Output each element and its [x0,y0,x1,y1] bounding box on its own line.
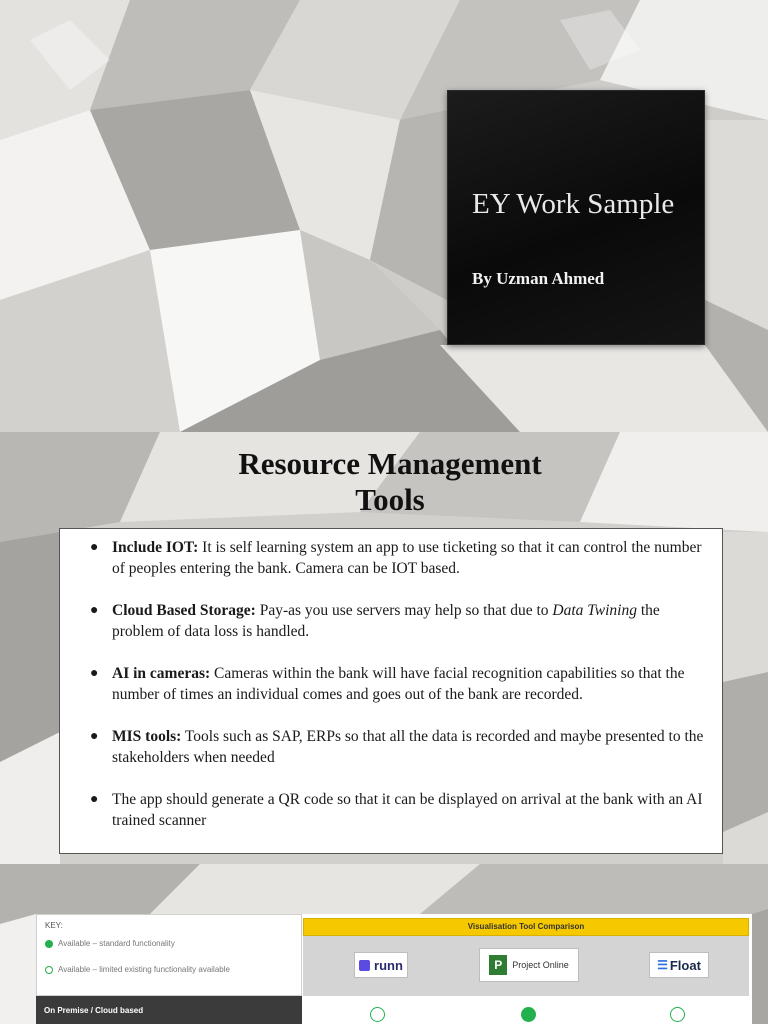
list-item-cloud-storage [90,600,706,642]
runn-availability-hollow-circle-icon [370,1007,385,1022]
key-limited [45,965,230,974]
runn-logo [354,952,408,978]
item-text: Tools such as SAP, ERPs so that all the data is recorded and maybe presented to the stakeholders when needed [112,728,704,766]
slide-title-line-2: Tools [355,482,425,517]
project-online-availability-filled-circle-icon [521,1007,536,1022]
presentation-title: EY Work Sample [472,188,675,220]
bullet-icon: ● [90,603,99,618]
project-online-label: Project Online [512,960,569,970]
comparison-header: Visualisation Tool Comparison [303,918,749,936]
title-slide [0,0,768,432]
tool-logos-row [303,936,749,996]
filled-circle-icon [45,940,53,948]
key-standard-label: Available – standard functionality [58,939,175,948]
key-limited-label: Available – limited existing functionality available [58,965,230,974]
key-standard [45,939,175,948]
bullet-icon: ● [90,792,99,807]
float-label: Float [669,957,701,973]
item-label: Include IOT: [112,539,199,556]
list-item-mis-tools [90,726,706,768]
list-item-iot [90,537,706,579]
float-mark-icon: ☰ [657,958,668,972]
list-item-qr-code [90,789,706,831]
project-online-mark-icon: P [489,955,507,975]
item-text: Cameras within the bank will have facial recognition capabilities so that the number of times an individual comes and goes out of the bank are recorded. [112,665,685,703]
item-emphasis: Data Twining [552,602,637,619]
bullet-icon: ● [90,729,99,744]
project-online-logo [479,948,579,982]
slide-title-line-1: Resource Management [238,446,542,481]
float-availability-hollow-circle-icon [670,1007,685,1022]
bullet-icon: ● [90,540,99,555]
tool-list [90,537,706,831]
bullet-icon: ● [90,666,99,681]
item-text: It is self learning system an app to use ticketing so that it can control the number of peoples entering the bank. Camera can be IOT based. [112,539,702,577]
hollow-circle-icon [45,966,53,974]
content-box [59,528,723,854]
row-label-on-premise-cloud: On Premise / Cloud based [36,996,302,1024]
item-label: Cloud Based Storage: [112,602,256,619]
item-label: AI in cameras: [112,665,211,682]
presentation-author: By Uzman Ahmed [472,269,605,288]
item-text-after: the problem of data loss is handled. [112,602,660,640]
comparison-panel [36,914,752,1024]
float-logo [649,952,709,978]
runn-mark-icon [359,960,370,971]
key-title: KEY: [45,921,63,930]
key-legend [36,914,302,996]
runn-label: runn [374,957,403,973]
title-card [447,90,705,345]
item-text: The app should generate a QR code so that it can be displayed on arrival at the bank with an AI trained scanner [112,791,703,829]
slide-title [140,446,640,518]
resource-management-slide [0,432,768,864]
item-text: Pay-as you use servers may help so that due to [255,602,553,619]
item-label: MIS tools: [112,728,182,745]
tool-comparison-slide [0,864,768,1024]
list-item-ai-cameras [90,663,706,705]
